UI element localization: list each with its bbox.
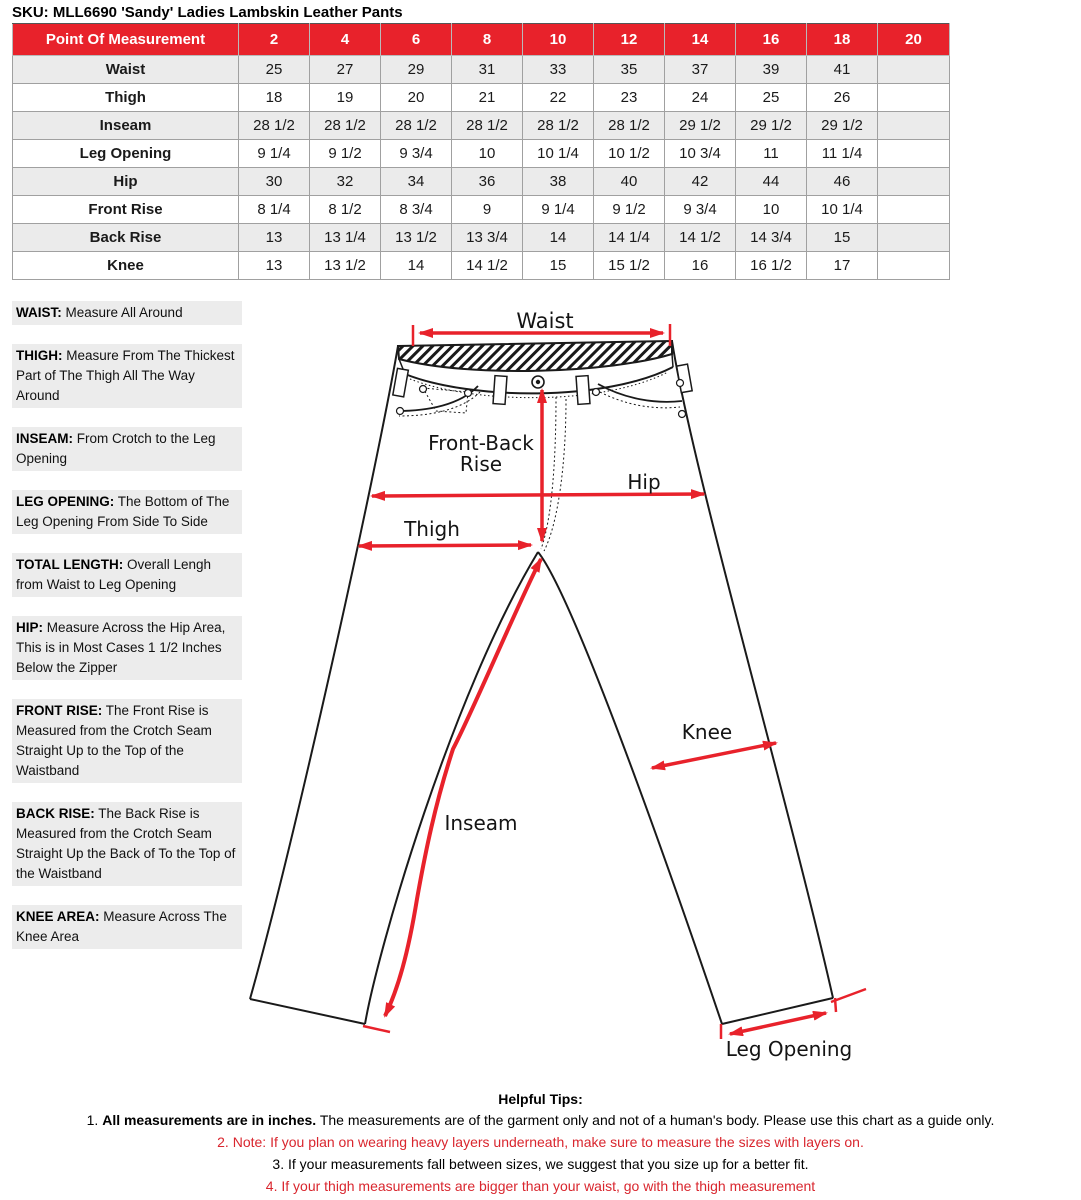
- size-column-header: 12: [594, 24, 665, 56]
- measurement-row-label: Thigh: [13, 84, 239, 112]
- size-value-cell: 9 1/4: [239, 140, 310, 168]
- definition-term: THIGH:: [16, 348, 63, 363]
- size-value-cell: 30: [239, 168, 310, 196]
- size-value-cell: 28 1/2: [381, 112, 452, 140]
- main-content: [0, 280, 1081, 1089]
- size-chart-table: [12, 23, 950, 280]
- size-value-cell: 9 1/2: [594, 196, 665, 224]
- size-value-cell: 34: [381, 168, 452, 196]
- tips-list: [0, 1112, 1081, 1195]
- measurement-row-label: Knee: [13, 252, 239, 280]
- measurement-row-label: Waist: [13, 56, 239, 84]
- size-value-cell: 13 1/4: [310, 224, 381, 252]
- size-value-cell: 46: [807, 168, 878, 196]
- measurement-row-label: Front Rise: [13, 196, 239, 224]
- size-value-cell: 40: [594, 168, 665, 196]
- size-value-cell: 35: [594, 56, 665, 84]
- size-value-cell: 16: [665, 252, 736, 280]
- size-value-cell: 28 1/2: [594, 112, 665, 140]
- knee-arrow: [652, 743, 776, 768]
- knee-label: Knee: [681, 720, 733, 744]
- size-value-cell: [878, 56, 950, 84]
- definition-term: INSEAM:: [16, 431, 73, 446]
- definition-block: [12, 616, 242, 680]
- size-value-cell: 14: [523, 224, 594, 252]
- definition-block: [12, 699, 242, 783]
- size-table-header-row: [13, 24, 950, 56]
- definition-text: Measure All Around: [61, 305, 183, 320]
- tip-item: 1. All measurements are in inches. The measurements are of the garment only and not of a human's body. Please use this chart as a guide only.: [86, 1112, 995, 1128]
- size-value-cell: 15: [807, 224, 878, 252]
- size-column-header: 2: [239, 24, 310, 56]
- tip-item: 2. Note: If you plan on wearing heavy layers underneath, make sure to measure the sizes with layers on.: [217, 1134, 864, 1150]
- definition-text: Measure From The Thickest Part of The Thigh All The Way Around: [16, 348, 235, 403]
- definition-block: [12, 344, 242, 408]
- size-value-cell: 13 1/2: [381, 224, 452, 252]
- size-value-cell: 13: [239, 252, 310, 280]
- waistband-hatch: [398, 341, 672, 371]
- size-column-header: 20: [878, 24, 950, 56]
- table-row: [13, 140, 950, 168]
- size-value-cell: 10: [452, 140, 523, 168]
- thigh-label: Thigh: [404, 517, 460, 541]
- size-value-cell: 10 1/4: [523, 140, 594, 168]
- inseam-label: Inseam: [444, 811, 518, 835]
- definition-block: [12, 802, 242, 886]
- size-value-cell: 8 3/4: [381, 196, 452, 224]
- size-value-cell: 38: [523, 168, 594, 196]
- size-value-cell: 39: [736, 56, 807, 84]
- definition-block: [12, 490, 242, 534]
- definition-text: The Back Rise is Measured from the Crotch Seam Straight Up the Back of To the Top of the Waistband: [16, 806, 236, 881]
- size-value-cell: 11 1/4: [807, 140, 878, 168]
- definition-term: LEG OPENING:: [16, 494, 115, 509]
- table-row: [13, 252, 950, 280]
- measurement-row-label: Hip: [13, 168, 239, 196]
- size-value-cell: 9: [452, 196, 523, 224]
- size-value-cell: 10 1/2: [594, 140, 665, 168]
- point-of-measurement-header: Point Of Measurement: [13, 24, 239, 56]
- size-value-cell: 14 1/2: [452, 252, 523, 280]
- size-column-header: 16: [736, 24, 807, 56]
- size-value-cell: 13 1/2: [310, 252, 381, 280]
- pants-diagram: [240, 299, 960, 1089]
- definition-term: KNEE AREA:: [16, 909, 100, 924]
- size-value-cell: [878, 224, 950, 252]
- size-column-header: 10: [523, 24, 594, 56]
- table-row: [13, 168, 950, 196]
- size-value-cell: [878, 112, 950, 140]
- size-value-cell: 19: [310, 84, 381, 112]
- definition-term: BACK RISE:: [16, 806, 95, 821]
- size-value-cell: 25: [239, 56, 310, 84]
- hip-arrow: [372, 494, 704, 496]
- front-back-rise-label-line2: Rise: [459, 452, 503, 476]
- measurement-row-label: Inseam: [13, 112, 239, 140]
- size-value-cell: 29 1/2: [807, 112, 878, 140]
- size-column-header: 4: [310, 24, 381, 56]
- definition-block: [12, 553, 242, 597]
- size-value-cell: 44: [736, 168, 807, 196]
- table-row: [13, 84, 950, 112]
- size-value-cell: 24: [665, 84, 736, 112]
- size-value-cell: 13 3/4: [452, 224, 523, 252]
- size-value-cell: 22: [523, 84, 594, 112]
- size-value-cell: 15: [523, 252, 594, 280]
- size-value-cell: 9 3/4: [381, 140, 452, 168]
- definitions-sidebar: [12, 301, 242, 968]
- definition-block: [12, 427, 242, 471]
- size-value-cell: 28 1/2: [310, 112, 381, 140]
- size-value-cell: 9 3/4: [665, 196, 736, 224]
- size-value-cell: 14 1/4: [594, 224, 665, 252]
- size-value-cell: 20: [381, 84, 452, 112]
- size-value-cell: 14 1/2: [665, 224, 736, 252]
- size-value-cell: 36: [452, 168, 523, 196]
- size-value-cell: 8 1/2: [310, 196, 381, 224]
- definition-term: HIP:: [16, 620, 43, 635]
- size-value-cell: 42: [665, 168, 736, 196]
- definition-text: Measure Across The Knee Area: [16, 909, 227, 944]
- size-value-cell: [878, 140, 950, 168]
- size-value-cell: 17: [807, 252, 878, 280]
- size-value-cell: 14: [381, 252, 452, 280]
- table-row: [13, 56, 950, 84]
- size-column-header: 8: [452, 24, 523, 56]
- definition-text: The Front Rise is Measured from the Crotch Seam Straight Up to the Top of the Waistband: [16, 703, 212, 778]
- size-value-cell: 29: [381, 56, 452, 84]
- tip-item: 3. If your measurements fall between sizes, we suggest that you size up for a better fit.: [272, 1156, 809, 1172]
- size-value-cell: 13: [239, 224, 310, 252]
- size-value-cell: 9 1/2: [310, 140, 381, 168]
- measurement-row-label: Back Rise: [13, 224, 239, 252]
- size-value-cell: 21: [452, 84, 523, 112]
- size-value-cell: [878, 168, 950, 196]
- size-value-cell: 16 1/2: [736, 252, 807, 280]
- definition-term: FRONT RISE:: [16, 703, 103, 718]
- size-value-cell: 11: [736, 140, 807, 168]
- definition-block: [12, 301, 242, 325]
- definition-text: Measure Across the Hip Area, This is in Most Cases 1 1/2 Inches Below the Zipper: [16, 620, 226, 675]
- page-title: SKU: MLL6690 'Sandy' Ladies Lambskin Leather Pants: [12, 4, 403, 21]
- measurement-row-label: Leg Opening: [13, 140, 239, 168]
- inseam-arrow: [363, 559, 541, 1032]
- tips-heading: Helpful Tips:: [498, 1091, 583, 1107]
- size-value-cell: 10 1/4: [807, 196, 878, 224]
- size-value-cell: 28 1/2: [452, 112, 523, 140]
- size-value-cell: 32: [310, 168, 381, 196]
- definition-text: The Bottom of The Leg Opening From Side To Side: [16, 494, 230, 529]
- definition-term: WAIST:: [16, 305, 62, 320]
- size-column-header: 18: [807, 24, 878, 56]
- size-value-cell: 14 3/4: [736, 224, 807, 252]
- size-value-cell: 41: [807, 56, 878, 84]
- tip-item: 4. If your thigh measurements are bigger than your waist, go with the thigh measurement: [265, 1178, 816, 1194]
- definition-text: From Crotch to the Leg Opening: [16, 431, 216, 466]
- size-value-cell: 10: [736, 196, 807, 224]
- tips-section: [0, 1091, 1081, 1195]
- size-column-header: 14: [665, 24, 736, 56]
- size-value-cell: 18: [239, 84, 310, 112]
- size-value-cell: 31: [452, 56, 523, 84]
- size-table-body: [13, 56, 950, 280]
- size-value-cell: 15 1/2: [594, 252, 665, 280]
- thigh-arrow: [359, 545, 531, 546]
- front-back-rise-label-line1: Front-Back: [428, 431, 534, 455]
- definition-block: [12, 905, 242, 949]
- waist-label: Waist: [516, 309, 574, 333]
- size-value-cell: 8 1/4: [239, 196, 310, 224]
- size-value-cell: 9 1/4: [523, 196, 594, 224]
- hip-label: Hip: [627, 470, 661, 494]
- size-value-cell: [878, 196, 950, 224]
- definition-text: Overall Lengh from Waist to Leg Opening: [16, 557, 212, 592]
- size-value-cell: 29 1/2: [736, 112, 807, 140]
- definition-term: TOTAL LENGTH:: [16, 557, 124, 572]
- size-value-cell: 26: [807, 84, 878, 112]
- size-value-cell: [878, 84, 950, 112]
- table-row: [13, 196, 950, 224]
- size-value-cell: 27: [310, 56, 381, 84]
- leg-opening-arrow: [721, 989, 866, 1039]
- size-value-cell: 28 1/2: [239, 112, 310, 140]
- size-value-cell: 23: [594, 84, 665, 112]
- size-value-cell: 10 3/4: [665, 140, 736, 168]
- leg-opening-label: Leg Opening: [725, 1037, 853, 1061]
- size-value-cell: 25: [736, 84, 807, 112]
- size-value-cell: [878, 252, 950, 280]
- size-column-header: 6: [381, 24, 452, 56]
- table-row: [13, 224, 950, 252]
- size-value-cell: 37: [665, 56, 736, 84]
- table-row: [13, 112, 950, 140]
- size-value-cell: 29 1/2: [665, 112, 736, 140]
- size-value-cell: 33: [523, 56, 594, 84]
- size-value-cell: 28 1/2: [523, 112, 594, 140]
